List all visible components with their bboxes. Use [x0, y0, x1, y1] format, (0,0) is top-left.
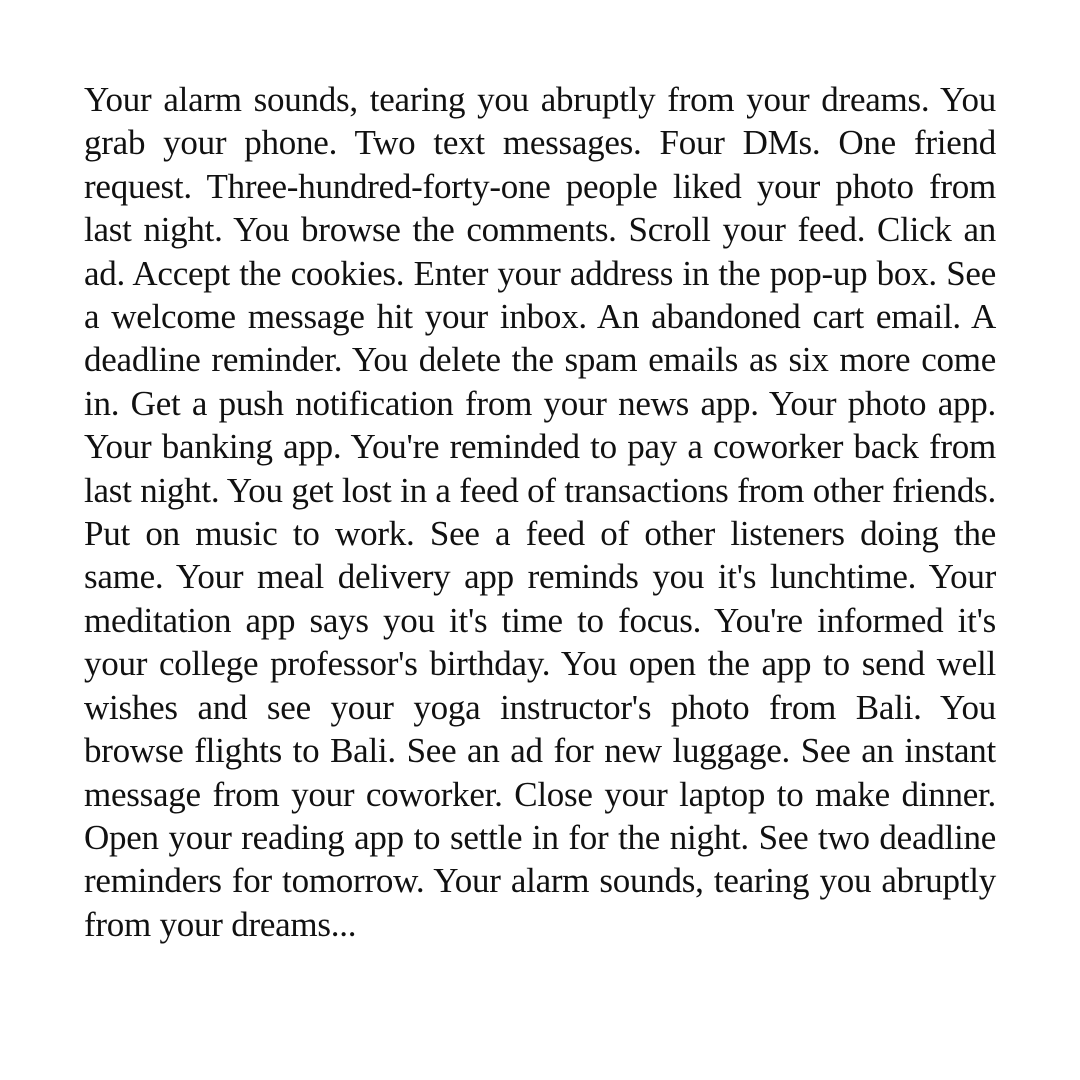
essay-paragraph: Your alarm sounds, tearing you abruptly from your dreams. You grab your phone. Two text messages. Four DMs. One friend request. Three-hundred-forty-one people liked your photo from last night. You browse the comments. Scroll your feed. Click an ad. Accept the cookies. Enter your address in the pop-up box. See a welcome message hit your inbox. An abandoned cart email. A deadline reminder. You delete the spam emails as six more come in. Get a push notification from your news app. Your photo app. Your banking app. You're reminded to pay a coworker back from last night. You get lost in a feed of transactions from other friends. Put on music to work. See a feed of other listeners doing the same. Your meal delivery app reminds you it's lunchtime. Your meditation app says you it's time to focus. You're informed it's your college professor's birthday. You open the app to send well wishes and see your yoga instructor's photo from Bali. You browse flights to Bali. See an ad for new luggage. See an instant message from your coworker. Close your laptop to make dinner. Open your reading app to settle in for the night. See two deadline reminders for tomorrow. Your alarm sounds, tearing you abruptly from your dreams...: [84, 80, 996, 944]
